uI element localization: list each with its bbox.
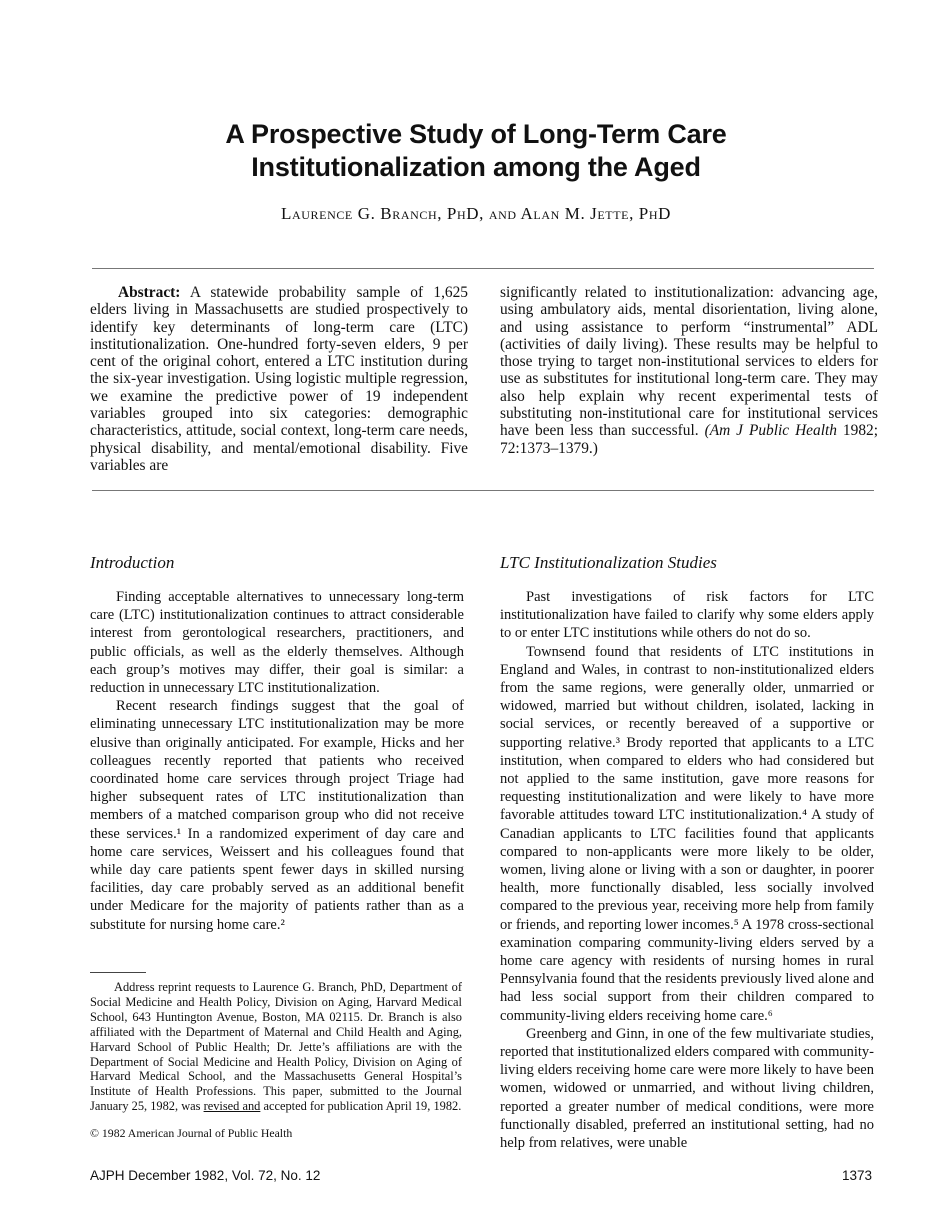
intro-paragraph: Finding acceptable alternatives to unnecessary long-term care (LTC) institutionalization continues to attract considerable interest from gerontological researchers, practitioners, and public officials, as well as the elderly themselves. Although each group’s motives may differ, their goal is similar: a reduction in unnecessary LTC institutionalization. — [90, 589, 464, 697]
abstract-citation-rest: 1982; 72:1373–1379.) — [500, 422, 878, 457]
abstract-text-left: A statewide probability sample of 1,625 elders living in Massachusetts are studied prospectively to identify key determinants of long-term care (LTC) institutionalization. One-hundred forty-seven elders, 9 per cent of the original cohort, entered a LTC institution during the six-year investigation. Using logistic multiple regression, we examine the predictive power of 19 independent variables grouped into six categories: demographic characteristics, attitude, social context, long-term care needs, physical disability, and mental/emotional disability. Five variables are — [90, 284, 468, 474]
intro-paragraph: Recent research findings suggest that the goal of eliminating unnecessary LTC institutionalization may be more elusive than originally anticipated. For example, Hicks and her colleagues recently reported that patients who received coordinated home care services through project Triage had higher subsequent rates of LTC institutionalization than members of a matched comparison group who did not receive these services.¹ In a randomized experiment of day care and home care services, Weissert and his colleagues found that while day care patients spent fewer days in skilled nursing facilities, day care probably served as an additional benefit under Medicare for the majority of patients rather than as a substitute for nursing home care.² — [90, 698, 464, 933]
abstract-left-column — [90, 284, 468, 474]
ltc-paragraph: Past investigations of risk factors for LTC institutionalization have failed to clarify why some elders apply to or enter LTC institutions while others do not do so. — [500, 589, 874, 642]
article-title — [0, 118, 952, 184]
abstract-label: Abstract: — [118, 284, 181, 301]
ltc-section-body — [500, 588, 874, 1152]
footnote — [90, 980, 462, 1114]
abstract-citation-journal: (Am J Public Health — [704, 422, 837, 440]
footnote-underlined: revised and — [203, 1099, 261, 1114]
abstract-bottom-rule — [92, 490, 874, 491]
author-byline: Laurence G. Branch, PhD, and Alan M. Jette, PhD — [281, 204, 671, 223]
copyright-notice: © 1982 American Journal of Public Health — [90, 1126, 293, 1140]
ltc-paragraph: Greenberg and Ginn, in one of the few multivariate studies, reported that institutionalized elders compared with community-living elders receiving home care were more likely to have been women, widowed or unmarried, and without living children, reported a greater number of medical conditions, were more functionally disabled, preferred an institutional setting, had no help from relatives, were unable — [500, 1025, 874, 1152]
page-number: 1373 — [841, 1168, 872, 1183]
footnote-rule — [90, 972, 146, 973]
abstract-top-rule — [92, 268, 874, 269]
abstract-right-column — [500, 284, 878, 457]
title-line-1: A Prospective Study of Long-Term Care — [225, 119, 727, 149]
title-line-2: Institutionalization among the Aged — [251, 152, 701, 182]
ltc-section-heading: LTC Institutionalization Studies — [500, 553, 717, 572]
footnote-text-end: accepted for publication April 19, 1982. — [263, 1099, 462, 1114]
footer-journal: AJPH December 1982, Vol. 72, No. 12 — [90, 1168, 321, 1183]
ltc-paragraph: Townsend found that residents of LTC institutions in England and Wales, in contrast to non-institutionalized elders from the same regions, were generally older, unmarried or widowed, married but without children, isolated, lacking in social services, or recently bereaved of a supportive or supporting relative.³ Brody reported that applicants to a LTC institution, when compared to elders who had considered but not applied to the same institution, gave more reasons for requesting institutionalization and were likely to have more favorable attitudes toward LTC institutionalization.⁴ A study of Canadian applicants to LTC facilities found that applicants compared to non-applicants were more likely to be older, women, living alone or living with a son or daughter, in poorer health, more functionally disabled, less socially involved compared to the previous year, receiving more help from family or friends, and reporting lower incomes.⁵ A 1978 cross-sectional examination comparing community-living elders served by a home care agency with residents of nursing homes in rural Pennsylvania found that the residents previously lived alone and had less social support from their children compared to community-living elders receiving home care.⁶ — [500, 643, 874, 1024]
abstract-text-right: significantly related to institutionalization: advancing age, using ambulatory aids, mental disorientation, living alone, and using assistance to perform “instrumental” ADL (activities of daily living). These results may be helpful to those trying to target non-institutional services to elders for use as substitutes for institutional long-term care. They may also help explain why recent experimental tests of substituting non-institutional care for institutional services have been less than successful. — [500, 284, 878, 440]
introduction-body — [90, 588, 464, 934]
footnote-text: Address reprint requests to Laurence G. Branch, PhD, Department of Social Medicine and Health Policy, Division on Aging, Harvard Medical School, 643 Huntington Avenue, Boston, MA 02115. Dr. Branch is also affiliated with the Department of Maternal and Child Health and Aging, Harvard School of Public Health; Dr. Jette’s affiliations are with the Department of Social Medicine and Health Policy, Division on Aging of Harvard Medical School, and the Massachusetts General Hospital’s Institute of Health Professions. This paper, submitted to the Journal January 25, 1982, was — [90, 980, 462, 1114]
introduction-heading: Introduction — [90, 553, 175, 572]
